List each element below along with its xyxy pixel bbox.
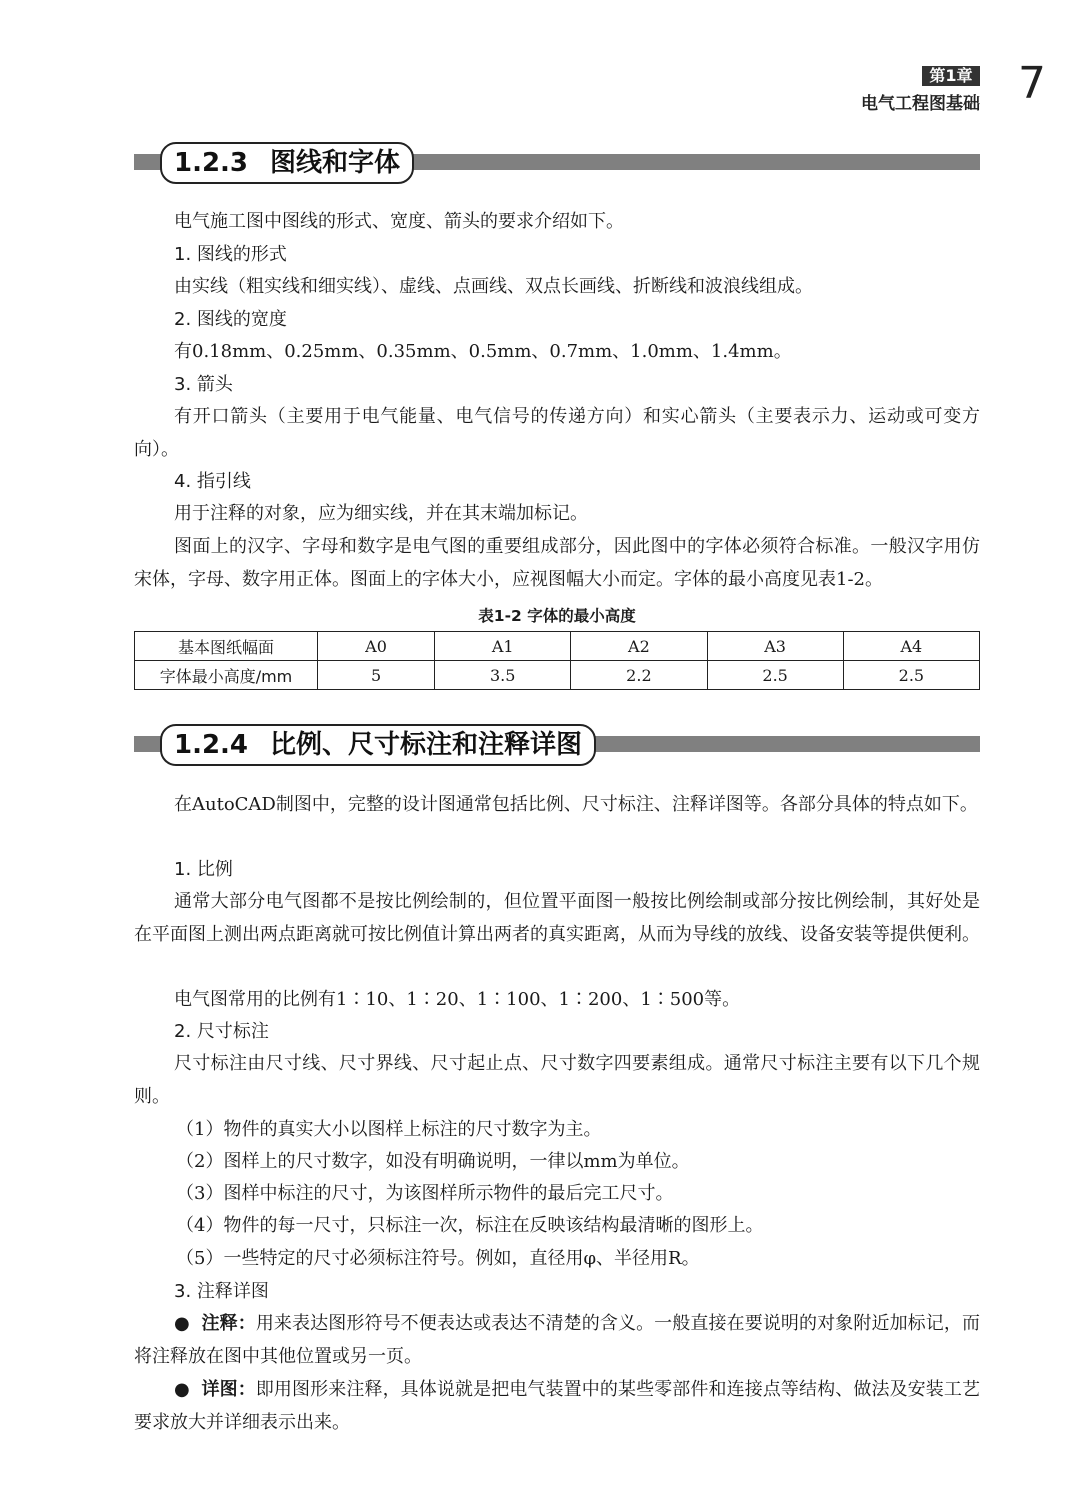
table-cell: A2 <box>571 632 707 661</box>
section-title: 比例、尺寸标注和注释详图 <box>270 730 583 760</box>
subheading: 4. 指引线 <box>174 471 251 492</box>
table-cell: A1 <box>435 632 571 661</box>
section-heading-124 <box>134 724 980 766</box>
bullet-item <box>134 1374 980 1439</box>
table-cell: 基本图纸幅面 <box>135 632 318 661</box>
bullet-label: 详图： <box>201 1379 256 1400</box>
table-cell: 5 <box>318 661 435 690</box>
page-number: 7 <box>1018 58 1046 109</box>
table-caption: 表1-2 字体的最小高度 <box>478 607 636 625</box>
paragraph: 有开口箭头（主要用于电气能量、电气信号的传递方向）和实心箭头（主要表示力、运动或可变方向）。 <box>134 406 980 460</box>
list-item: （5）一些特定的尺寸必须标注符号。例如，直径用φ、半径用R。 <box>176 1248 700 1269</box>
paragraph: 电气施工图中图线的形式、宽度、箭头的要求介绍如下。 <box>174 211 624 232</box>
paragraph: 有0.18mm、0.25mm、0.35mm、0.5mm、0.7mm、1.0mm、1.4mm。 <box>174 341 792 362</box>
heading-box <box>160 724 596 766</box>
table-cell: A0 <box>318 632 435 661</box>
section-heading-123 <box>134 142 980 184</box>
subheading: 2. 图线的宽度 <box>174 309 287 330</box>
section-title: 图线和字体 <box>270 148 401 178</box>
subheading: 1. 图线的形式 <box>174 244 287 265</box>
section-number: 1.2.4 <box>174 730 249 760</box>
table-cell: 2.5 <box>843 661 979 690</box>
subheading: 2. 尺寸标注 <box>174 1021 269 1042</box>
list-item: （3）图样中标注的尺寸，为该图样所示物件的最后完工尺寸。 <box>176 1183 674 1204</box>
bullet-label: 注释： <box>201 1313 256 1334</box>
paragraph: 通常大部分电气图都不是按比例绘制的，但位置平面图一般按比例绘制或部分按比例绘制，其好处是在平面图上测出两点距离就可按比例值计算出两者的真实距离，从而为导线的放线、设备安装等提供便利。 <box>134 891 980 945</box>
paragraph: 由实线（粗实线和细实线）、虚线、点画线、双点长画线、折断线和波浪线组成。 <box>174 276 813 297</box>
bullet-text: 用来表达图形符号不便表达或表达不清楚的含义。一般直接在要说明的对象附近加标记，而将注释放在图中其他位置或另一页。 <box>134 1313 981 1367</box>
subheading: 3. 注释详图 <box>174 1281 269 1302</box>
table-cell: A4 <box>843 632 979 661</box>
list-item: （4）物件的每一尺寸，只标注一次，标注在反映该结构最清晰的图形上。 <box>176 1215 764 1236</box>
table-cell: 2.2 <box>571 661 707 690</box>
subheading: 1. 比例 <box>174 859 233 880</box>
paragraph: 电气图常用的比例有1∶10、1∶20、1∶100、1∶200、1∶500等。 <box>174 989 741 1010</box>
chapter-title: 电气工程图基础 <box>861 94 980 114</box>
table-cell: A3 <box>707 632 843 661</box>
subheading: 3. 箭头 <box>174 374 233 395</box>
paragraph: 在AutoCAD制图中，完整的设计图通常包括比例、尺寸标注、注释详图等。各部分具体的特点如下。 <box>174 794 978 815</box>
bullet-icon: ● <box>174 1379 190 1400</box>
bullet-item <box>134 1308 980 1373</box>
table-cell: 字体最小高度/mm <box>135 661 318 690</box>
table-row <box>135 661 980 690</box>
table-row <box>135 632 980 661</box>
table-cell: 3.5 <box>435 661 571 690</box>
bullet-icon: ● <box>174 1313 190 1334</box>
paragraph: 尺寸标注由尺寸线、尺寸界线、尺寸起止点、尺寸数字四要素组成。通常尺寸标注主要有以下几个规则。 <box>134 1053 980 1107</box>
font-height-table <box>134 631 980 690</box>
paragraph: 用于注释的对象，应为细实线，并在其末端加标记。 <box>174 503 588 524</box>
section-number: 1.2.3 <box>174 148 249 178</box>
heading-box <box>160 142 414 184</box>
table-cell: 2.5 <box>707 661 843 690</box>
chapter-tag: 第1章 <box>922 66 980 86</box>
list-item: （2）图样上的尺寸数字，如没有明确说明，一律以mm为单位。 <box>176 1151 690 1172</box>
list-item: （1）物件的真实大小以图样上标注的尺寸数字为主。 <box>176 1119 602 1140</box>
bullet-text: 即用图形来注释，具体说就是把电气装置中的某些零部件和连接点等结构、做法及安装工艺要求放大并详细表示出来。 <box>134 1379 981 1433</box>
paragraph: 图面上的汉字、字母和数字是电气图的重要组成部分，因此图中的字体必须符合标准。一般汉字用仿宋体，字母、数字用正体。图面上的字体大小，应视图幅大小而定。字体的最小高度见表1-2。 <box>134 536 980 590</box>
